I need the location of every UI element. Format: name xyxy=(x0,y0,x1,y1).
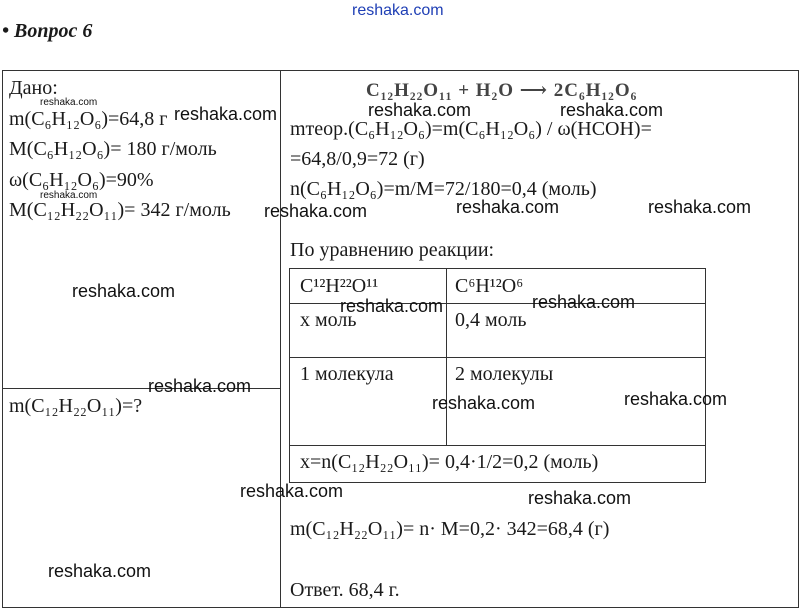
frame-top-border xyxy=(2,70,799,71)
answer: Ответ. 68,4 г. xyxy=(290,579,400,601)
solution-moles-glucose: n(C₆H₁₂O₆)=m/M=72/180=0,4 (моль) xyxy=(290,178,597,200)
watermark[interactable]: reshaka.com xyxy=(148,376,252,396)
given-molar-mass-glucose: M(C₆H₁₂O₆)= 180 г/моль xyxy=(9,138,217,160)
watermark[interactable]: reshaka.com xyxy=(240,481,344,501)
column-divider xyxy=(280,70,281,608)
find-mass-sucrose: m(C₁₂H₂₂O₁₁)=? xyxy=(9,395,143,417)
table-right-border xyxy=(705,268,706,483)
solution-theoretical-value: =64,8/0,9=72 (г) xyxy=(290,148,425,170)
reaction-equation: C₁₂H₂₂O₁₁ + H₂O ⟶ 2C₆H₁₂O₆ xyxy=(366,80,638,101)
watermark[interactable]: reshaka.com xyxy=(368,100,472,120)
table-result-divider xyxy=(289,445,705,446)
watermark[interactable]: reshaka.com xyxy=(456,197,560,217)
watermark[interactable]: reshaka.com xyxy=(340,296,444,316)
given-molar-mass-sucrose: M(C₁₂H₂₂O₁₁)= 342 г/моль xyxy=(9,199,231,221)
frame-left-border xyxy=(2,70,3,608)
by-equation-label: По уравнению реакции: xyxy=(290,239,495,261)
watermark[interactable]: reshaka.com xyxy=(528,488,632,508)
watermark[interactable]: reshaka.com xyxy=(432,393,536,413)
question-title: • Вопрос 6 xyxy=(2,20,93,42)
watermark-small-1[interactable]: reshaka.com xyxy=(40,97,98,108)
given-yield-glucose: ω(C₆H₁₂O₆)=90% xyxy=(9,169,154,191)
table-result-row: x=n(C₁₂H₂₂O₁₁)= 0,4·1/2=0,2 (моль) xyxy=(300,451,599,473)
watermark[interactable]: reshaka.com xyxy=(648,197,752,217)
watermark[interactable]: reshaka.com xyxy=(72,281,176,301)
given-header: Дано: xyxy=(9,77,58,99)
table-cell-glucose-moles: 0,4 моль xyxy=(455,309,527,331)
watermark[interactable]: reshaka.com xyxy=(174,104,278,124)
solution-theoretical-mass: mтеор.(C₆H₁₂O₆)=m(C₆H₁₂O₆) / ω(HCOH)= xyxy=(290,118,652,140)
watermark-top[interactable]: reshaka.com xyxy=(352,2,444,19)
watermark[interactable]: reshaka.com xyxy=(560,100,664,120)
solution-mass-sucrose: m(C₁₂H₂₂O₁₁)= n· M=0,2· 342=68,4 (г) xyxy=(290,518,610,540)
table-bottom-border xyxy=(289,482,706,483)
table-cell-one-molecule: 1 молекула xyxy=(300,363,394,385)
watermark-small-2[interactable]: reshaka.com xyxy=(40,190,98,201)
table-row-divider xyxy=(289,357,705,358)
table-cell-two-molecules: 2 молекулы xyxy=(455,363,554,385)
watermark[interactable]: reshaka.com xyxy=(624,389,728,409)
table-top-border xyxy=(289,268,705,269)
table-header-glucose: C⁶H¹²O⁶ xyxy=(455,275,524,297)
given-mass-glucose: m(C₆H₁₂O₆)=64,8 г xyxy=(9,108,168,130)
table-header-sucrose: C¹²H²²O¹¹ xyxy=(300,275,379,297)
frame-bottom-border xyxy=(2,607,799,608)
frame-right-border xyxy=(798,70,799,608)
table-left-border xyxy=(289,268,290,483)
watermark[interactable]: reshaka.com xyxy=(48,561,152,581)
table-cell-x-moles: x моль xyxy=(300,309,357,331)
watermark[interactable]: reshaka.com xyxy=(264,201,368,221)
watermark[interactable]: reshaka.com xyxy=(532,292,636,312)
